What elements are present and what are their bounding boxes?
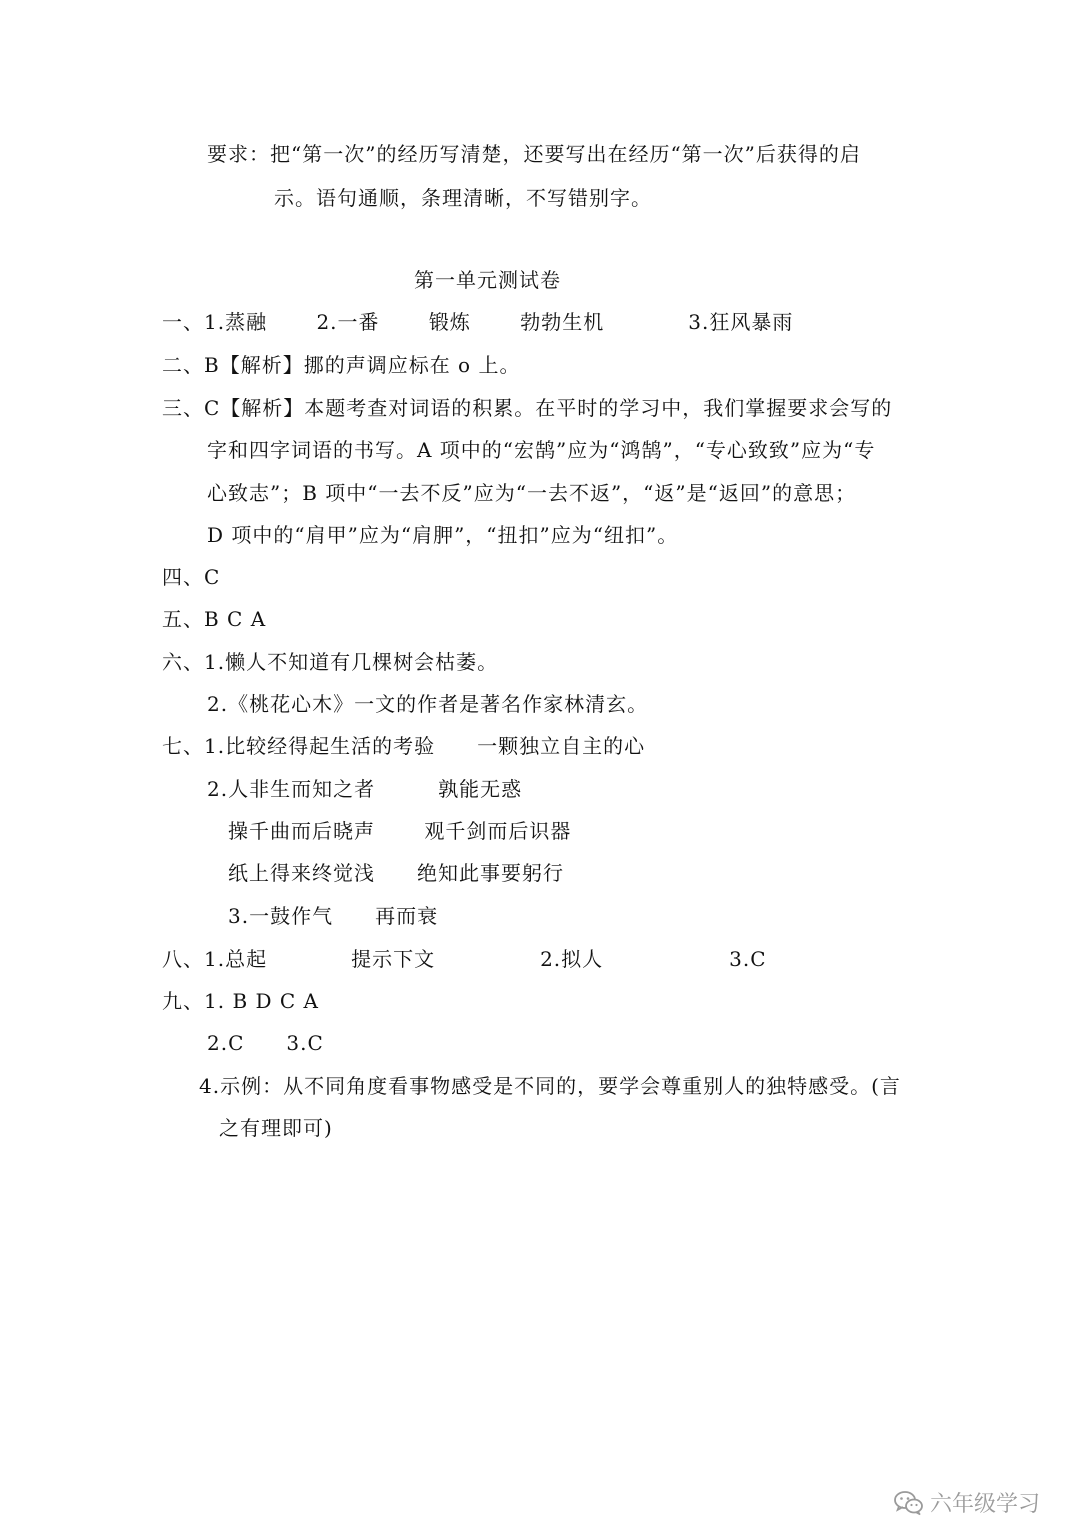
answer-7-2c: 纸上得来终觉浅 绝知此事要躬行 <box>228 861 564 885</box>
answer-7-2b: 操千曲而后晓声 观千剑而后识器 <box>228 819 572 843</box>
answer-8: 八、1.总起 提示下文 2.拟人 3.C <box>162 947 767 971</box>
answer-9-4-line-2: 之有理即可) <box>219 1116 333 1140</box>
watermark <box>894 1487 1040 1518</box>
answer-7-1: 七、1.比较经得起生活的考验 一颗独立自主的心 <box>162 734 646 758</box>
answer-1: 一、1.蒸融 2.一番 锻炼 勃勃生机 3.狂风暴雨 <box>162 310 794 334</box>
answer-5: 五、B C A <box>162 607 267 631</box>
answer-3-line-4: D 项中的“肩甲”应为“肩胛”，“扭扣”应为“纽扣”。 <box>207 523 679 547</box>
answer-3-line-2: 字和四字词语的书写。A 项中的“宏鹄”应为“鸿鹄”，“专心致致”应为“专 <box>207 438 876 462</box>
answer-9-4-line-1: 4.示例：从不同角度看事物感受是不同的，要学会尊重别人的独特感受。(言 <box>199 1074 901 1098</box>
answer-9-1: 九、1. B D C A <box>162 989 319 1013</box>
watermark-text: 六年级学习 <box>929 1492 1040 1517</box>
answer-7-3: 3.一鼓作气 再而衰 <box>228 904 439 928</box>
requirement-line-2: 示。语句通顺，条理清晰，不写错别字。 <box>274 186 652 210</box>
answer-3-line-1: 三、C【解析】本题考查对词语的积累。在平时的学习中，我们掌握要求会写的 <box>162 396 893 420</box>
answer-7-2a: 2.人非生而知之者 孰能无惑 <box>207 777 523 801</box>
answer-9-2: 2.C 3.C <box>207 1031 324 1055</box>
requirement-line-1: 要求：把“第一次”的经历写清楚，还要写出在经历“第一次”后获得的启 <box>207 142 861 166</box>
answer-6-2: 2.《桃花心木》一文的作者是著名作家林清玄。 <box>207 692 649 716</box>
wechat-icon <box>894 1490 924 1516</box>
answer-6-1: 六、1.懒人不知道有几棵树会枯萎。 <box>162 650 499 674</box>
page-title: 第一单元测试卷 <box>414 268 561 292</box>
answer-3-line-3: 心致志”；B 项中“一去不反”应为“一去不返”，“返”是“返回”的意思； <box>207 481 857 505</box>
answer-2: 二、B【解析】挪的声调应标在 o 上。 <box>162 353 521 377</box>
answer-4: 四、C <box>162 565 221 589</box>
